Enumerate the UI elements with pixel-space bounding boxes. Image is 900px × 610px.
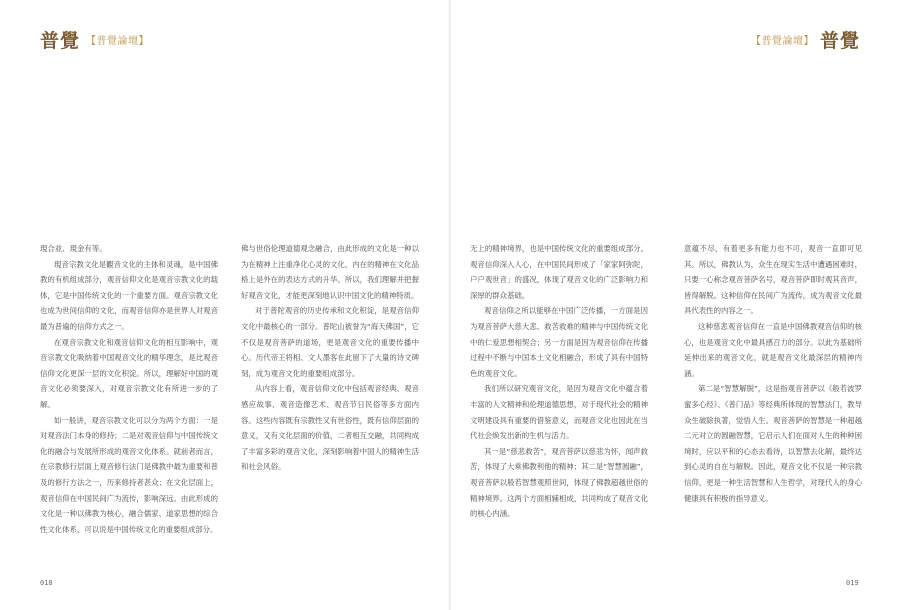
paragraph: 观音信仰之所以能够在中国广泛传播，一方面是因为观音菩萨大慈大悲、救苦救难的精神与中国传统文化中的仁爱思想相契合；另一方面是因为观音信仰在传播过程中不断与中国本土文化相融合，形成了具有中国特色的观音文化。 [470,306,648,378]
text-column [40,241,218,537]
paragraph: 对于普陀观音的历史传承和文化积淀，是观音信仰文化中最核心的一部分。普陀山被誉为“海天佛国”，它不仅是观音菩萨的道场，更是观音文化的重要传播中心。历代帝王将相、文人墨客在此留下了大量的诗文碑刻，成为观音文化的重要组成部分。 [241,306,419,378]
paragraph: 无上的精神境界，也是中国传统文化的重要组成部分。观音信仰深入人心，在中国民间形成了「家家阿弥陀，户户观世音」的盛况，体现了观音文化的广泛影响力和深厚的群众基础。 [470,244,648,300]
paragraph: 在观音宗教文化和观音信仰文化的相互影响中，观音宗教文化吸纳着中国观音文化的精华理念，是比观音信仰文化更深一层的文化积淀。所以，理解好中国的观音文化必须要深入，对观音宗教文化有所进一步的了解。 [40,337,218,409]
right-page-header [745,26,860,53]
text-column [470,241,648,522]
text-column [241,241,419,475]
brand-logo: 普覺 [819,30,860,52]
paragraph: 如一般讲，观音宗教文化可以分为两个方面：一是对观音法门本身的修持；二是对观音信仰与中国传统文化的融合与发展所形成的观音文化体系。就前者而言，在宗教修行层面上观音修行法门是佛教中最为重要和普及的修行方法之一，历来修持者甚众；在文化层面上，观音信仰在中国民间广为流传，影响深远。由此形成的文化是一种以佛教为核心，融合儒家、道家思想的综合性文化体系，可以说是中国传统文化的重要组成部分。 [40,415,218,534]
paragraph: 現合並、現金有等。 [40,244,107,253]
paragraph: 这种慈悲观音信仰在一直是中国佛教观音信仰的核心，也是观音文化中最具感召力的部分。以此为基础所延伸出来的观音文化，就是观音文化最深层的精神内涵。 [684,321,862,378]
section-tag: 【普覺論壇】 [86,36,150,47]
page-gutter [449,0,451,610]
paragraph: 我们所以研究观音文化，是因为观音文化中蕴含着丰富的人文精神和伦理道德思想，对于现代社会的精神文明建设具有重要的借鉴意义，而观音文化也因此在当代社会焕发出新的生机与活力。 [470,384,648,441]
paragraph: 从内容上看，观音信仰文化中包括观音经典、观音感应故事、观音造像艺术、观音节日民俗等多方面内容。这些内容既有宗教性又有世俗性，既有信仰层面的意义，又有文化层面的价值，二者相互交融，共同构成了丰富多彩的观音文化，深刻影响着中国人的精神生活和社会风俗。 [241,384,419,472]
left-page-header [40,26,155,53]
paragraph: 第二是“智慧解脱”，这是指观音菩萨以《般若波罗蜜多心经》、《普门品》等经典所体现的智慧法门，教导众生破除执著，觉悟人生。观音菩萨的智慧是一种超越二元对立的圆融智慧，它启示人们在面对人生的种种困境时，应以平和的心态去看待，以智慧去化解，最终达到心灵的自在与解脱。因此，观音文化不仅是一种宗教信仰，更是一种生活智慧和人生哲学，对现代人的身心健康具有积极的指导意义。 [684,384,862,503]
page-number: 019 [846,579,859,587]
section-tag: 【普覺論壇】 [750,36,814,47]
brand-logo: 普覺 [40,30,81,52]
paragraph: 其一是“慈悲救苦”，观音菩萨以慈悲为怀，闻声救苦，体现了大乘佛教利他的精神；其二是“智慧圆融”，观音菩萨以般若智慧观照世间，体现了佛教超越世俗的精神境界。这两个方面相辅相成，共同构成了观音文化的核心内涵。 [470,446,648,519]
paragraph: 意蕴不尽，有着更多有能力也不可，观音一直即可见其。所以，佛教认为，众生在现实生活中遭遇困难时，只要一心称念观音菩萨名号，观音菩萨即时观其音声，皆得解脱。这种信仰在民间广为流传，成为观音文化最具代表性的内容之一。 [684,244,862,316]
page-number: 018 [40,579,53,587]
text-column [684,241,862,506]
paragraph: 現音宗教文化是觀音文化的主体和灵魂，是中国佛教的有机组成部分，观音信仰文化是观音宗教文化的载体，它是中国传统文化的一个重要方面。观音宗教文化也成为世间信仰的文化，而观音信仰亦是世界人对观音最为普遍的信仰方式之一。 [40,259,218,331]
paragraph: 佛与世俗伦理道德观念融合，由此形成的文化是一种以为在精神上注重净化心灵的文化，内在的精神在文化品格上是外在的表达方式的升华。所以，我们理解并把握好观音文化，才能更深刻地认识中国文化的精神特质。 [241,244,419,300]
